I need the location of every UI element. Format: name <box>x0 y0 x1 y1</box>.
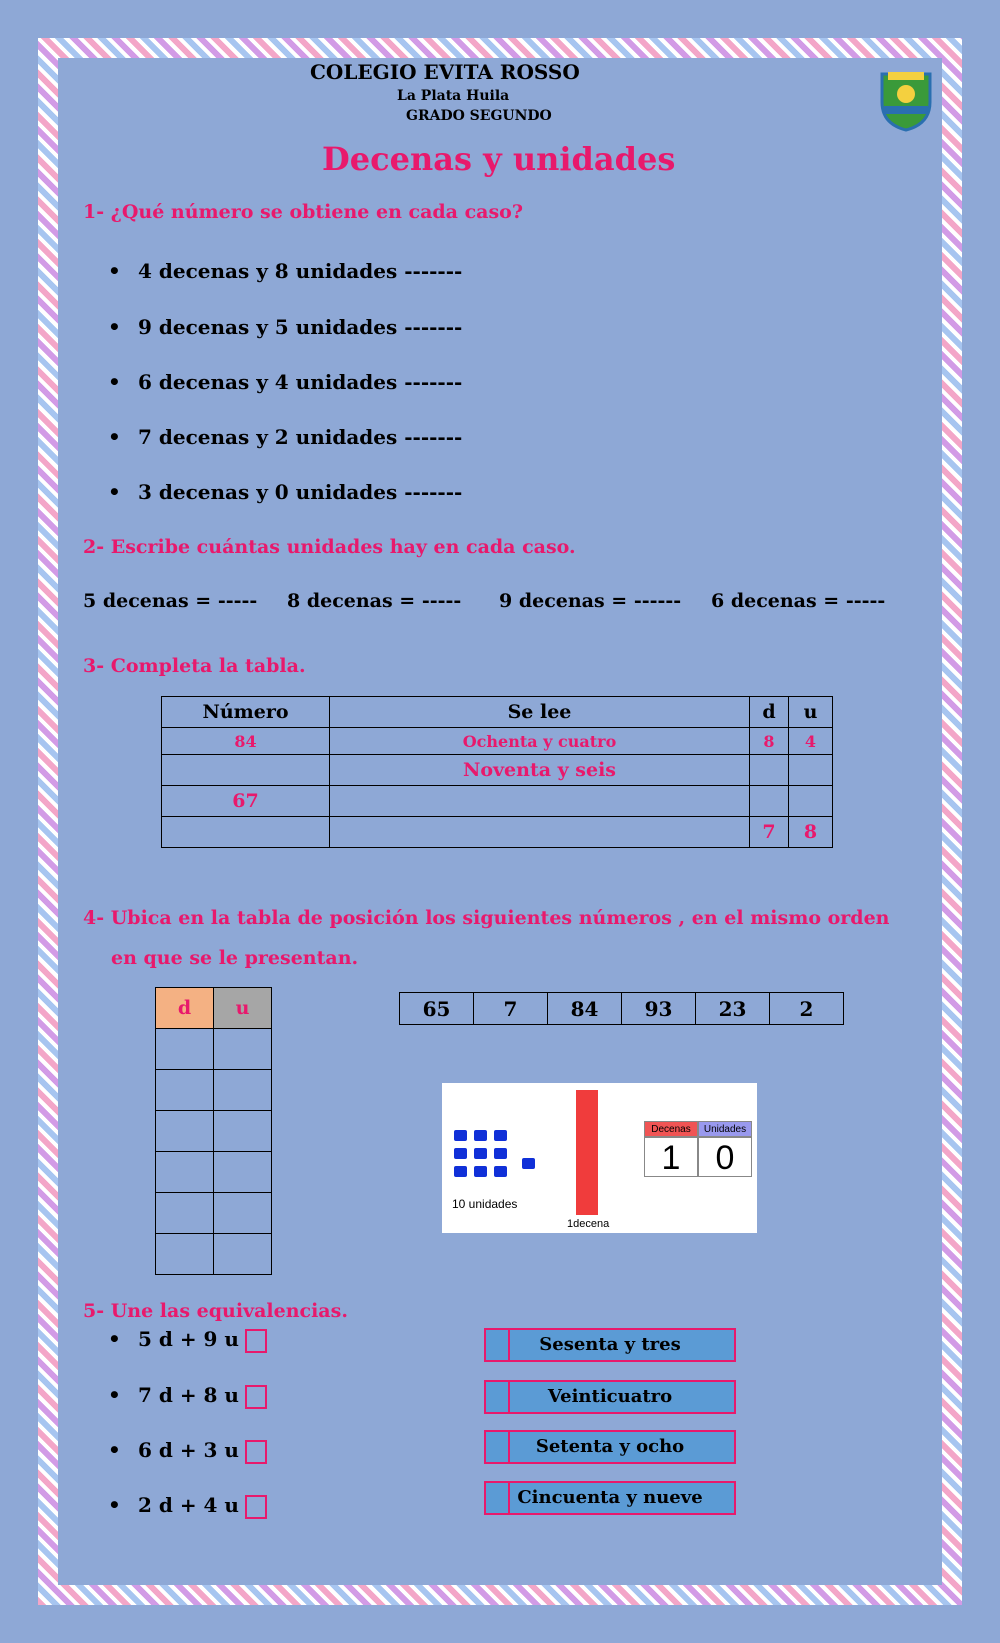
equation: 9 decenas = ------ <box>499 590 682 612</box>
place-cell[interactable] <box>214 1111 272 1152</box>
number-cell: 2 <box>770 993 844 1025</box>
digit-decenas: 1 <box>644 1137 698 1177</box>
unidades-header: Unidades <box>698 1121 752 1137</box>
place-cell[interactable] <box>214 1070 272 1111</box>
place-cell[interactable] <box>156 1029 214 1070</box>
equation: 6 decenas = ----- <box>711 590 886 612</box>
school-name: COLEGIO EVITA ROSSO <box>310 60 580 84</box>
equation: 8 decenas = ----- <box>287 590 462 612</box>
equivalence-option[interactable]: Veinticuatro <box>484 1380 736 1414</box>
equation: 5 decenas = ----- <box>83 590 258 612</box>
place-cell[interactable] <box>156 1193 214 1234</box>
number-cell: 65 <box>400 993 474 1025</box>
decenas-header: Decenas <box>644 1121 698 1137</box>
match-checkbox[interactable] <box>245 1495 267 1519</box>
list-item: • 7 decenas y 2 unidades ------- <box>108 425 463 449</box>
digit-unidades: 0 <box>698 1137 752 1177</box>
equivalence-left: • 5 d + 9 u <box>108 1327 267 1353</box>
equivalence-left: • 2 d + 4 u <box>108 1493 267 1519</box>
school-crest-icon <box>876 68 936 132</box>
number-cell: 7 <box>474 993 548 1025</box>
units-label: 10 unidades <box>452 1197 518 1211</box>
tens-illustration <box>442 1083 757 1233</box>
section4-title-cont: en que se le presentan. <box>111 947 359 969</box>
equivalence-option[interactable]: Setenta y ocho <box>484 1430 736 1464</box>
col-header-d: d <box>156 988 214 1029</box>
school-location: La Plata Huila <box>397 88 510 104</box>
match-box[interactable] <box>486 1382 510 1412</box>
numbers-row <box>399 992 844 1025</box>
equivalence-option[interactable]: Cincuenta y nueve <box>484 1481 736 1515</box>
table-header-row <box>162 697 833 728</box>
col-header: Se lee <box>330 697 750 728</box>
section5-title: 5- Une las equivalencias. <box>83 1300 348 1322</box>
match-box[interactable] <box>486 1483 510 1513</box>
col-header: u <box>789 697 833 728</box>
list-item: • 4 decenas y 8 unidades ------- <box>108 259 463 283</box>
match-checkbox[interactable] <box>245 1329 267 1353</box>
number-cell: 23 <box>696 993 770 1025</box>
ten-rod <box>576 1090 598 1215</box>
place-cell[interactable] <box>214 1234 272 1275</box>
place-cell[interactable] <box>156 1070 214 1111</box>
place-cell[interactable] <box>156 1152 214 1193</box>
place-value-table <box>155 987 272 1275</box>
place-cell[interactable] <box>214 1152 272 1193</box>
list-item: • 3 decenas y 0 unidades ------- <box>108 480 463 504</box>
match-checkbox[interactable] <box>245 1385 267 1409</box>
section3-title: 3- Completa la tabla. <box>83 655 306 677</box>
section2-title: 2- Escribe cuántas unidades hay en cada caso. <box>83 536 576 558</box>
place-cell[interactable] <box>156 1111 214 1152</box>
section1-title: 1- ¿Qué número se obtiene en cada caso? <box>83 201 523 223</box>
equivalence-left: • 7 d + 8 u <box>108 1383 267 1409</box>
number-cell: 93 <box>622 993 696 1025</box>
place-cell[interactable] <box>156 1234 214 1275</box>
place-cell[interactable] <box>214 1029 272 1070</box>
page-title: Decenas y unidades <box>322 140 676 178</box>
place-cell[interactable] <box>214 1193 272 1234</box>
number-cell: 84 <box>548 993 622 1025</box>
table-row: Noventa y seis <box>162 755 833 786</box>
match-box[interactable] <box>486 1330 510 1360</box>
match-checkbox[interactable] <box>245 1440 267 1464</box>
match-box[interactable] <box>486 1432 510 1462</box>
table-row: 84 Ochenta y cuatro 8 4 <box>162 728 833 755</box>
equivalence-left: • 6 d + 3 u <box>108 1438 267 1464</box>
section4-title: 4- Ubica en la tabla de posición los siguientes números , en el mismo orden <box>83 907 890 929</box>
grade-label: GRADO SEGUNDO <box>406 108 552 124</box>
col-header: d <box>750 697 789 728</box>
unit-blocks-icon <box>452 1128 552 1193</box>
col-header: Número <box>162 697 330 728</box>
table-row: 7 8 <box>162 817 833 848</box>
table-row: 67 <box>162 786 833 817</box>
list-item: • 9 decenas y 5 unidades ------- <box>108 315 463 339</box>
reading-table <box>161 696 833 848</box>
list-item: • 6 decenas y 4 unidades ------- <box>108 370 463 394</box>
equivalence-option[interactable]: Sesenta y tres <box>484 1328 736 1362</box>
ten-label: 1decena <box>567 1218 610 1230</box>
col-header-u: u <box>214 988 272 1029</box>
